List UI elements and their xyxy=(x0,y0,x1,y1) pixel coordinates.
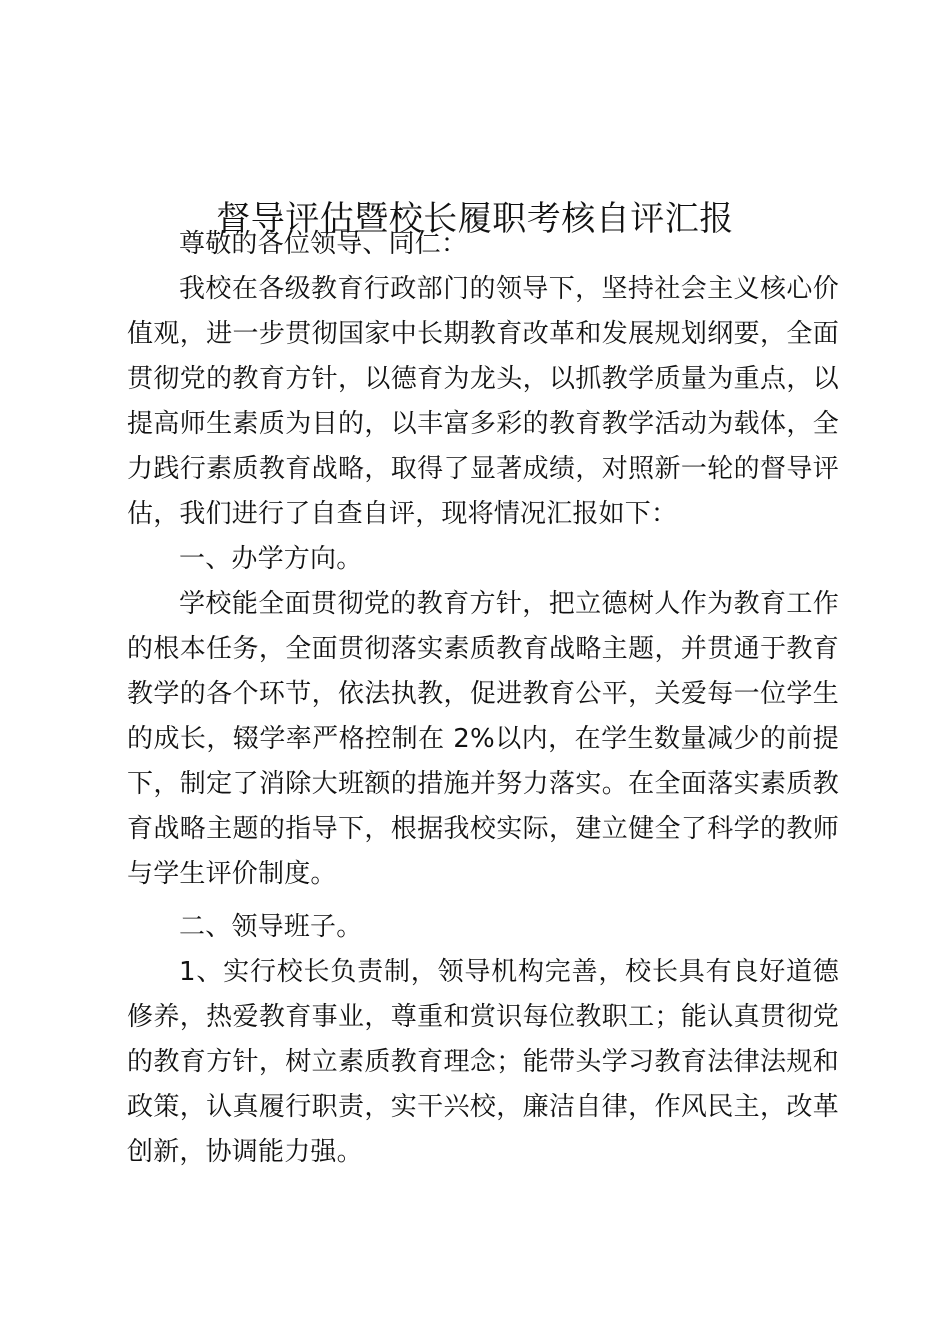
salutation: 尊敬的各位领导、同仁： xyxy=(179,229,468,259)
document-body xyxy=(127,222,839,1175)
section-1-paragraph: 学校能全面贯彻党的教育方针，把立德树人作为教育工作的根本任务，全面贯彻落实素质教育战略主题，并贯通于教育教学的各个环节，依法执教，促进教育公平，关爱每一位学生的成长，辍学率严格控制在 2%以内，在学生数量减少的前提下，制定了消除大班额的措施并努力落实。在全面落实素质教育战略主题的指导下，根据我校实际，建立健全了科学的教师与学生评价制度。 xyxy=(127,589,839,889)
intro-paragraph: 我校在各级教育行政部门的领导下，坚持社会主义核心价值观，进一步贯彻国家中长期教育改革和发展规划纲要，全面贯彻党的教育方针，以德育为龙头，以抓教学质量为重点，以提高师生素质为目的，以丰富多彩的教育教学活动为载体，全力践行素质教育战略，取得了显著成绩，对照新一轮的督导评估，我们进行了自查自评，现将情况汇报如下： xyxy=(127,274,839,529)
section-heading-2: 二、领导班子。 xyxy=(179,912,363,942)
section-heading-1: 一、办学方向。 xyxy=(179,544,363,574)
section-2-item-1: 1、实行校长负责制，领导机构完善，校长具有良好道德修养，热爱教育事业，尊重和赏识每位教职工；能认真贯彻党的教育方针，树立素质教育理念；能带头学习教育法律法规和政策，认真履行职责，实干兴校，廉洁自律，作风民主，改革创新，协调能力强。 xyxy=(127,957,839,1167)
document-title: 督导评估暨校长履职考核自评汇报 xyxy=(216,198,734,239)
